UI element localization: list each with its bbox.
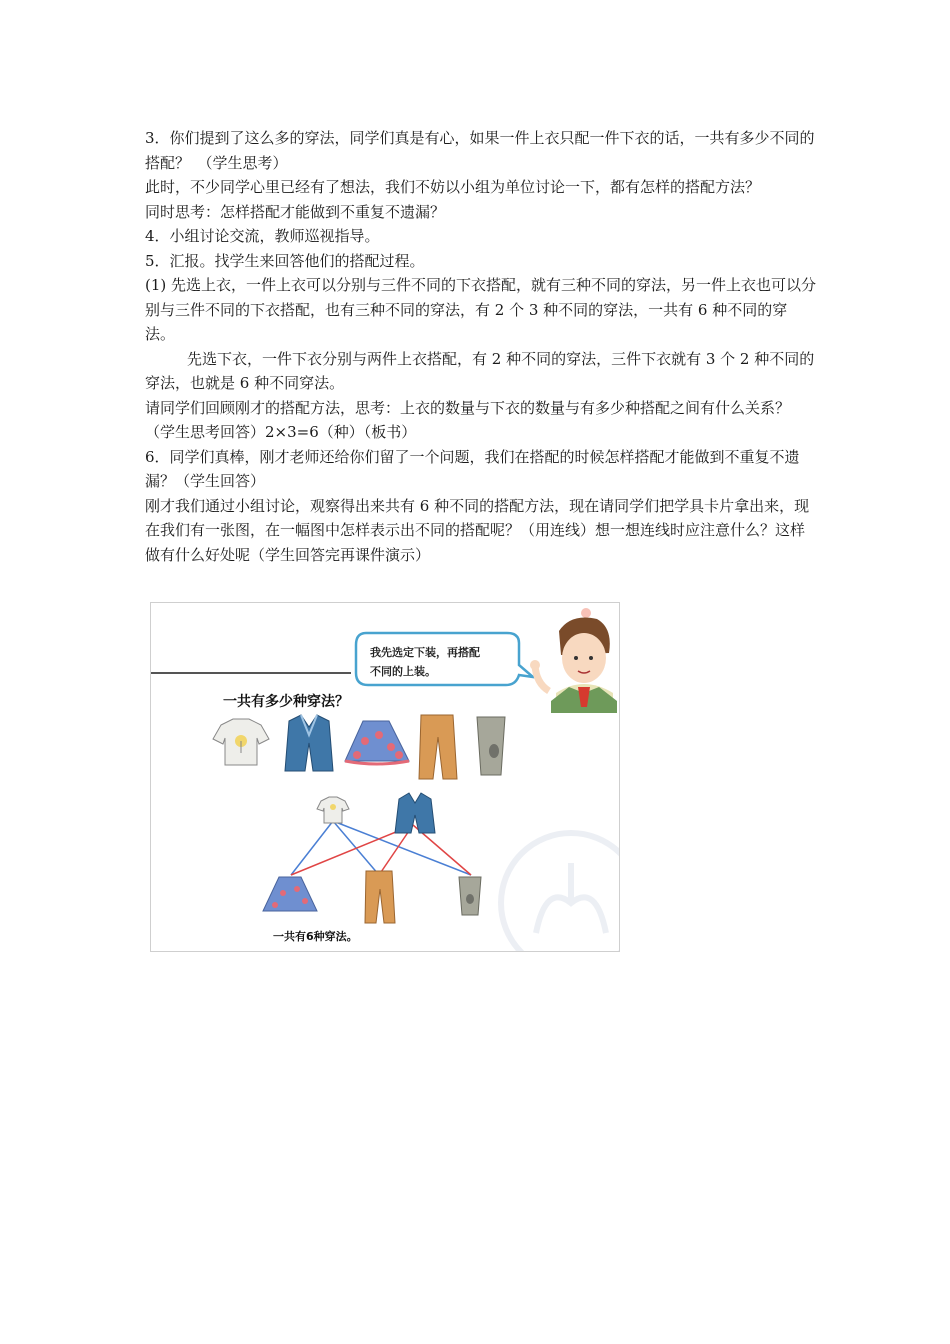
- paragraph-step6: 6．同学们真棒，刚才老师还给你们留了一个问题，我们在搭配的时候怎样搭配才能做到不重复不遗漏？（学生回答）: [145, 447, 800, 490]
- speech-line-2: 不同的上装。: [370, 665, 436, 678]
- paragraph-method-bottom: 先选下衣，一件下衣分别与两件上衣搭配，有 2 种不同的穿法，三件下衣就有 3 个 2 种不同的穿法，也就是 6 种不同穿法。: [145, 349, 815, 392]
- blazer-icon: [285, 715, 333, 771]
- paragraph-method-top: (1) 先选上衣，一件上衣可以分别与三件不同的下衣搭配，就有三种不同的穿法，另一件上衣也可以分别与三件不同的下衣搭配，也有三种不同的穿法，有 2 个 3 种不同的穿法，一共有 6 种不同的穿法。: [145, 276, 817, 343]
- tshirt-icon: [213, 719, 269, 765]
- paragraph-card: 刚才我们通过小组讨论，观察得出来共有 6 种不同的搭配方法，现在请同学们把学具卡片拿出来，现在我们有一张图，在一幅图中怎样表示出不同的搭配呢？（用连线）想一想连线时应注意什么？这样做有什么好处呢（学生回答完再课件演示）: [145, 496, 810, 564]
- speech-line-1: 我先选定下装，再搭配: [370, 646, 480, 659]
- paragraph-discussion: 此时，不少同学心里已经有了想法，我们不妨以小组为单位讨论一下，都有怎样的搭配方法？: [145, 178, 761, 196]
- connection-lines: [291, 821, 471, 875]
- skirt-icon: [345, 721, 409, 764]
- lesson-text: [145, 126, 817, 567]
- paragraph-step4: 4．小组讨论交流，教师巡视指导。: [145, 227, 380, 245]
- orange-pants-icon: [419, 715, 457, 779]
- paragraph-step5: 5．汇报。找学生来回答他们的搭配过程。: [145, 251, 425, 270]
- paragraph-step3: 3．你们提到了这么多的穿法，同学们真是有心，如果一件上衣只配一件下衣的话，一共有多少不同的搭配？ （学生思考）: [145, 129, 815, 172]
- skirt-small-icon: [263, 877, 317, 911]
- outfit-illustration: [150, 602, 620, 952]
- figure-answer: 一共有6种穿法。: [273, 930, 358, 943]
- figure-question: 一共有多少种穿法？: [223, 694, 349, 710]
- gray-pants-small-icon: [459, 877, 481, 915]
- watermark-logo: [501, 833, 619, 951]
- speech-bubble-text: [370, 643, 520, 681]
- paragraph-think: 同时思考：怎样搭配才能做到不重复不遗漏？: [145, 202, 446, 221]
- gray-pants-icon: [477, 717, 505, 775]
- boy-character: [530, 608, 617, 713]
- orange-pants-small-icon: [365, 871, 395, 923]
- paragraph-relation: 请同学们回顾刚才的搭配方法，思考：上衣的数量与下衣的数量与有多少种搭配之间有什么关系？（学生思考回答）2×3=6（种）（板书）: [145, 398, 791, 441]
- tshirt-small-icon: [317, 797, 349, 823]
